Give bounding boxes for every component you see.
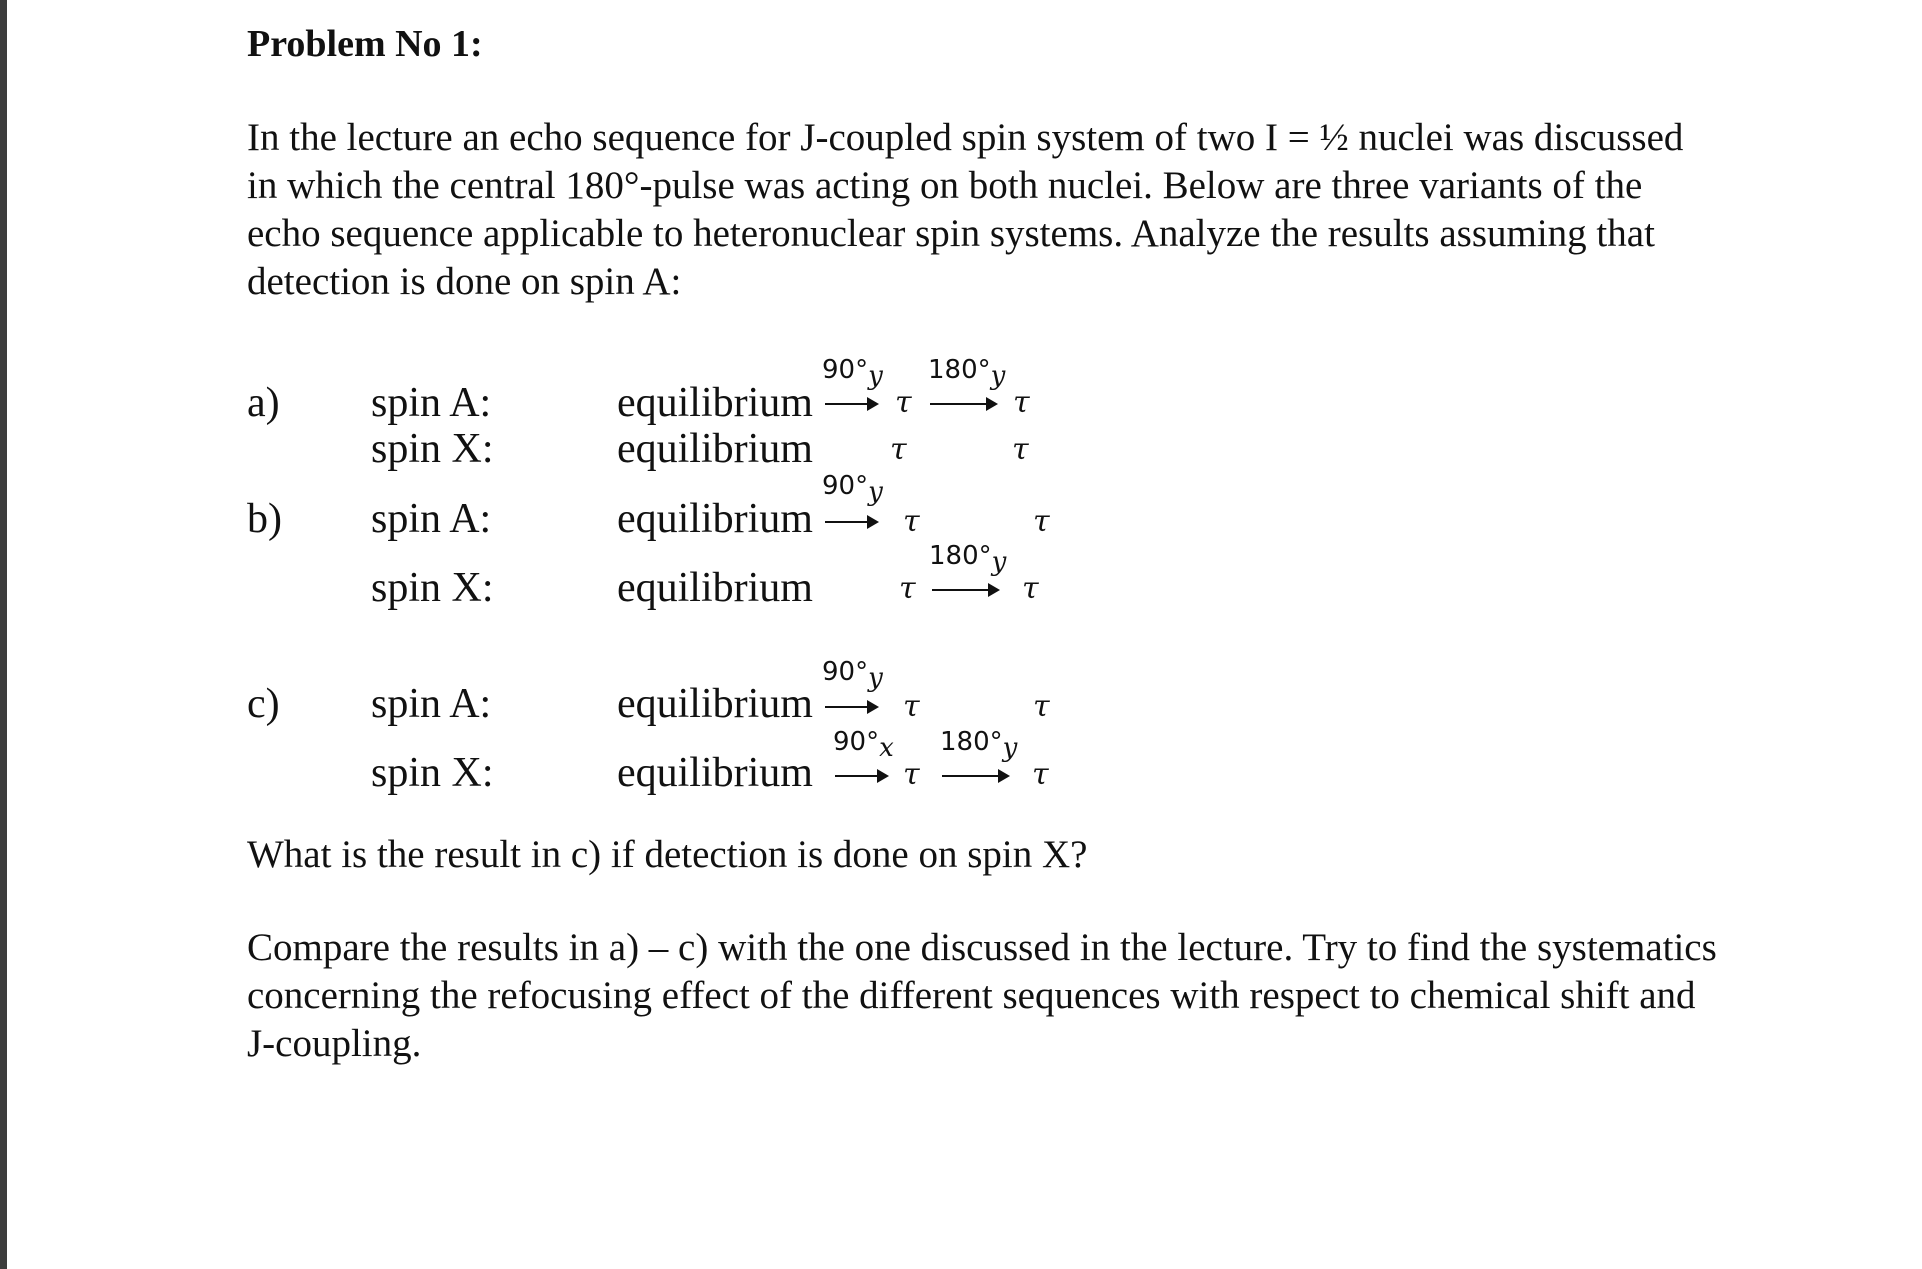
compare-line: Compare the results in a) – c) with the one discussed in the lecture. Try to find the systematics bbox=[247, 926, 1717, 969]
sequence-a-spin-a-tau-2: τ bbox=[1013, 385, 1030, 420]
sequence-c-spin-x-label: spin X: bbox=[371, 750, 494, 796]
compare-line: J-coupling. bbox=[247, 1022, 422, 1065]
sequence-c-spin-x-pulse-180: 180°y bbox=[940, 727, 1018, 763]
sequence-c-label: c) bbox=[247, 681, 280, 727]
sequence-c-spin-a-label: spin A: bbox=[371, 681, 492, 727]
sequence-a-spin-a-equilibrium: equilibrium bbox=[617, 380, 813, 426]
sequence-a-label: a) bbox=[247, 380, 280, 426]
sequence-a-spin-a-arrow-1 bbox=[825, 403, 877, 405]
intro-line: in which the central 180°-pulse was acting on both nuclei. Below are three variants of the bbox=[247, 164, 1643, 207]
sequence-b-spin-a-tau-2: τ bbox=[1033, 504, 1050, 539]
sequence-c-spin-x-equilibrium: equilibrium bbox=[617, 750, 813, 796]
sequence-c-spin-a-tau-1: τ bbox=[903, 689, 920, 724]
sequence-b-spin-a-pulse-90: 90°y bbox=[822, 471, 883, 507]
sequence-a-spin-x-tau-1: τ bbox=[890, 432, 907, 467]
intro-line: detection is done on spin A: bbox=[247, 260, 682, 303]
question-c: What is the result in c) if detection is done on spin X? bbox=[247, 833, 1088, 876]
sequence-a-spin-a-arrow-2 bbox=[930, 403, 996, 405]
sequence-c-spin-a-equilibrium: equilibrium bbox=[617, 681, 813, 727]
sequence-b-spin-x-tau-1: τ bbox=[899, 571, 916, 606]
sequence-c-spin-x-tau-2: τ bbox=[1032, 757, 1049, 792]
sequence-a-spin-x-label: spin X: bbox=[371, 426, 494, 472]
sequence-b-spin-x-pulse-180: 180°y bbox=[929, 541, 1007, 577]
compare-line: concerning the refocusing effect of the different sequences with respect to chemical shift and bbox=[247, 974, 1696, 1017]
sequence-c-spin-a-tau-2: τ bbox=[1033, 689, 1050, 724]
sequence-a-spin-a-label: spin A: bbox=[371, 380, 492, 426]
sequence-b-spin-a-equilibrium: equilibrium bbox=[617, 496, 813, 542]
sequence-a-spin-a-pulse-180: 180°y bbox=[928, 355, 1006, 391]
sequence-c-spin-a-pulse-90: 90°y bbox=[822, 657, 883, 693]
sequence-a-spin-a-pulse-90: 90°y bbox=[822, 355, 883, 391]
sequence-c-spin-x-tau-1: τ bbox=[903, 757, 920, 792]
left-edge-bar bbox=[0, 0, 7, 1269]
sequence-c-spin-x-arrow-2 bbox=[942, 775, 1008, 777]
sequence-b-spin-x-arrow-1 bbox=[932, 589, 998, 591]
intro-paragraph bbox=[247, 114, 1683, 306]
sequence-a-spin-x-tau-2: τ bbox=[1012, 432, 1029, 467]
sequence-b-spin-a-tau-1: τ bbox=[903, 504, 920, 539]
intro-line: echo sequence applicable to heteronuclear spin systems. Analyze the results assuming that bbox=[247, 212, 1655, 255]
sequence-b-spin-x-label: spin X: bbox=[371, 565, 494, 611]
document-page bbox=[247, 0, 1887, 1269]
sequence-c-spin-x-pulse-90: 90°x bbox=[833, 727, 894, 763]
sequence-b-spin-x-tau-2: τ bbox=[1022, 571, 1039, 606]
intro-line: In the lecture an echo sequence for J-coupled spin system of two I = ½ nuclei was discussed bbox=[247, 116, 1684, 159]
compare-paragraph bbox=[247, 924, 1717, 1068]
sequence-a-spin-x-equilibrium: equilibrium bbox=[617, 426, 813, 472]
sequence-a-spin-a-tau-1: τ bbox=[895, 385, 912, 420]
sequence-c-spin-a-arrow-1 bbox=[825, 706, 877, 708]
sequence-b-label: b) bbox=[247, 496, 282, 542]
sequence-b-spin-a-arrow-1 bbox=[825, 521, 877, 523]
sequence-c-spin-x-arrow-1 bbox=[835, 775, 887, 777]
sequence-b-spin-x-equilibrium: equilibrium bbox=[617, 565, 813, 611]
sequence-b-spin-a-label: spin A: bbox=[371, 496, 492, 542]
problem-title: Problem No 1: bbox=[247, 23, 483, 65]
